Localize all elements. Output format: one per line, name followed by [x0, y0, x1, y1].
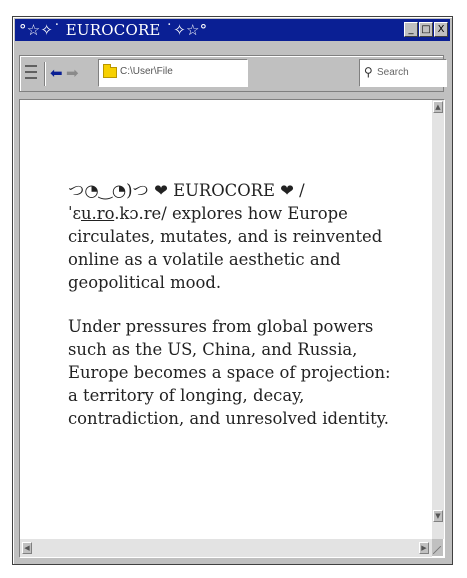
search-input[interactable] — [359, 59, 447, 87]
browser-window — [12, 16, 453, 565]
intro-line: つ◔‿◔)つ ❤ EUROCORE ❤ / — [68, 181, 305, 200]
window-title: °☆✧˙ EUROCORE ˙✧☆° — [19, 21, 208, 39]
address-path: C:\User\File — [120, 66, 173, 77]
resize-grip[interactable] — [432, 539, 443, 556]
menu-icon[interactable] — [24, 65, 38, 81]
toolbar-divider — [44, 62, 45, 86]
back-arrow-icon[interactable]: ⬅ — [50, 64, 63, 82]
paragraph-intro — [68, 179, 400, 294]
phonetic-rest: .kɔ.re/ explores how Europe — [114, 204, 348, 223]
horizontal-scrollbar[interactable] — [20, 539, 432, 557]
toolbar — [19, 55, 444, 92]
content-pane — [19, 99, 445, 558]
scroll-down-button[interactable]: ▼ — [433, 510, 443, 522]
scroll-right-button[interactable]: ▶ — [419, 542, 429, 554]
scroll-left-button[interactable]: ◀ — [22, 542, 32, 554]
vertical-scrollbar[interactable] — [432, 100, 444, 539]
window-controls — [404, 22, 448, 38]
forward-arrow-icon[interactable]: ➡ — [66, 64, 79, 82]
minimize-button[interactable]: _ — [404, 22, 418, 37]
phonetic-part: ˈɛ — [68, 204, 81, 223]
folder-icon — [103, 67, 117, 78]
address-bar[interactable] — [98, 59, 248, 87]
article-text — [68, 179, 400, 451]
intro-body: circulates, mutates, and is reinvented online as a volatile aesthetic and geopolitical mood. — [68, 227, 383, 292]
paragraph-pressures: Under pressures from global powers such as the US, China, and Russia, Europe becomes a space of projection: a territory of longing, decay, contradiction, and unresolved identity. — [68, 317, 391, 428]
close-button[interactable]: X — [434, 22, 448, 37]
phonetic-underlined: u.ro — [81, 204, 115, 223]
scroll-up-button[interactable]: ▲ — [433, 101, 443, 113]
title-bar[interactable] — [15, 19, 450, 41]
search-placeholder: Search — [377, 67, 409, 78]
search-icon: ⚲ — [364, 65, 373, 79]
maximize-button[interactable]: □ — [419, 22, 433, 37]
